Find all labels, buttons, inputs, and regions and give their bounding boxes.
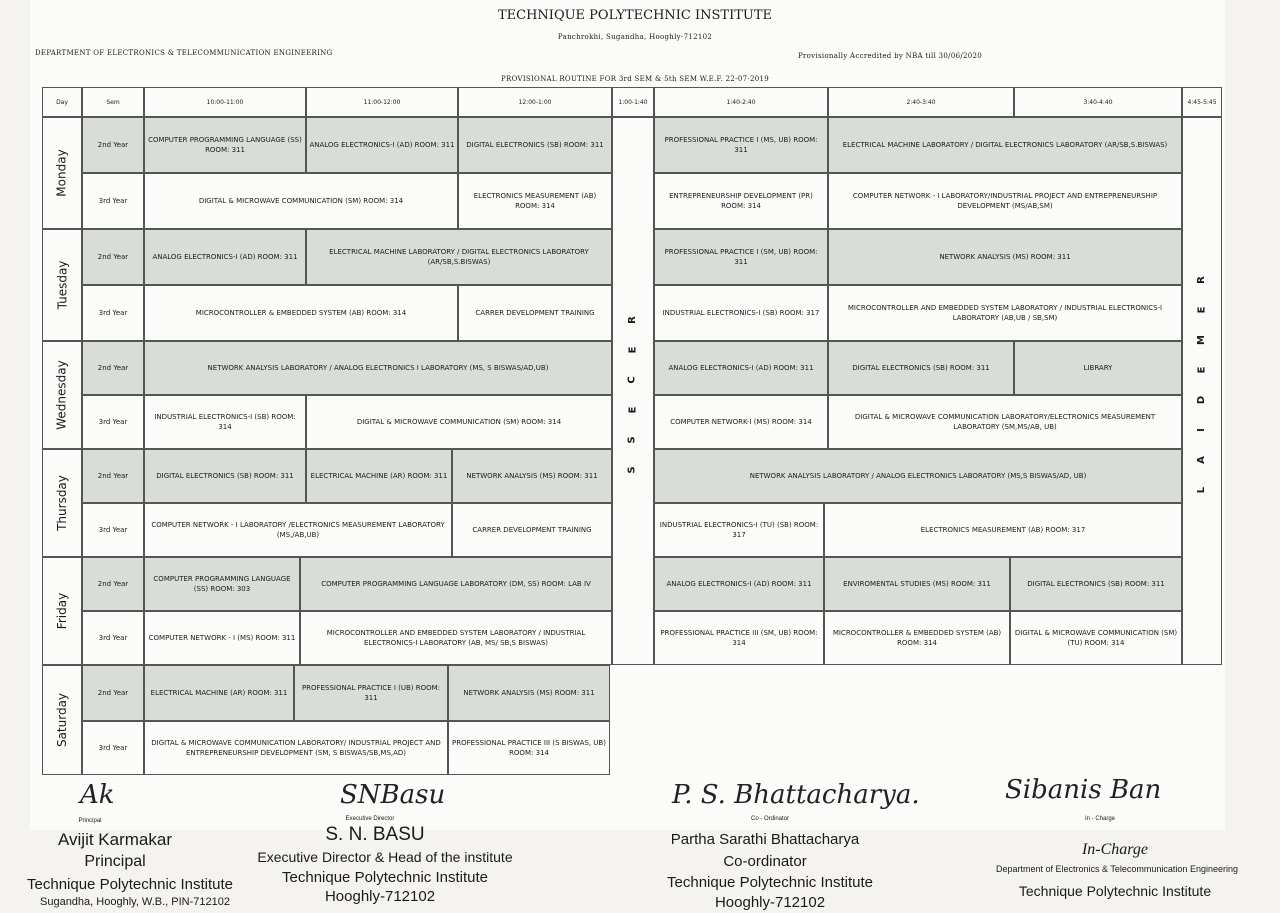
routine-title: PROVISIONAL ROUTINE FOR 3rd SEM & 5th SEM W.E.F. 22-07-2019 [500, 75, 770, 83]
principal-address: Sugandha, Hooghly, W.B., PIN-712102 [40, 896, 230, 908]
class-cell: NETWORK ANALYSIS (MS) ROOM: 311 [828, 229, 1182, 285]
director-name: S. N. BASU [325, 824, 425, 845]
recess-letter: S [626, 436, 638, 444]
class-cell: ELECTRICAL MACHINE (AR) ROOM: 311 [306, 449, 452, 503]
remedial-letter: E [1196, 366, 1207, 374]
remedial-letter: E [1196, 306, 1207, 314]
recess-letter: E [627, 346, 638, 354]
director-institute: Technique Polytechnic Institute [282, 869, 488, 886]
class-cell: COMPUTER PROGRAMMING LANGUAGE (SS) ROOM: 303 [144, 557, 300, 611]
class-cell: DIGITAL ELECTRONICS (SB) ROOM: 311 [1010, 557, 1182, 611]
lab-cell: DIGITAL & MICROWAVE COMMUNICATION LABORATORY/ INDUSTRIAL PROJECT AND ENTREPRENEURSHIP DEVELOPMENT (SM, S BISWAS/SB,MS,AD) [144, 721, 448, 775]
institute-title: TECHNIQUE POLYTECHNIC INSTITUTE [497, 8, 773, 23]
director-signature: SNBasu [340, 780, 446, 810]
class-cell: PROFESSIONAL PRACTICE I (MS, UB) ROOM: 311 [654, 117, 828, 173]
class-cell: DIGITAL ELECTRONICS (SB) ROOM: 311 [144, 449, 306, 503]
class-cell: CARRER DEVELOPMENT TRAINING [452, 503, 612, 557]
day-tuesday [42, 229, 82, 341]
class-cell: CARRER DEVELOPMENT TRAINING [458, 285, 612, 341]
col-t5-header: 1:40-2:40 [654, 87, 828, 117]
remedial-letter: I [1195, 428, 1207, 432]
coordinator-address: Hooghly-712102 [714, 894, 826, 911]
coordinator-institute: Technique Polytechnic Institute [667, 874, 873, 891]
col-t3-header: 12:00-1:00 [458, 87, 612, 117]
lab-cell: COMPUTER PROGRAMMING LANGUAGE LABORATORY (DM, SS) ROOM: LAB IV [300, 557, 612, 611]
class-cell: INDUSTRIAL ELECTRONICS-I (SB) ROOM: 317 [654, 285, 828, 341]
col-t7-header: 3:40-4:40 [1014, 87, 1182, 117]
coordinator-title: Co - Ordinator [750, 816, 789, 822]
lab-cell: ELECTRICAL MACHINE LABORATORY / DIGITAL ELECTRONICS LABORATORY (AR/SB,S.BISWAS) [306, 229, 612, 285]
lab-cell: COMPUTER NETWORK - I LABORATORY /ELECTRONICS MEASUREMENT LABORATORY (MS,/AB,UB) [144, 503, 452, 557]
class-cell: ELECTRONICS MEASUREMENT (AB) ROOM: 317 [824, 503, 1182, 557]
coordinator-role: Co-ordinator [723, 853, 807, 870]
class-cell: PROFESSIONAL PRACTICE III (SM, UB) ROOM: 314 [654, 611, 824, 665]
class-cell: INDUSTRIAL ELECTRONICS-I (TU) (SB) ROOM: 317 [654, 503, 824, 557]
year-label: 2nd Year [82, 341, 144, 395]
recess-letter: R [626, 316, 638, 324]
class-cell: DIGITAL & MICROWAVE COMMUNICATION (SM) ROOM: 314 [306, 395, 612, 449]
principal-role: Principal [84, 853, 146, 870]
class-cell: ENTREPRENEURSHIP DEVELOPMENT (PR) ROOM: 314 [654, 173, 828, 229]
class-cell: DIGITAL & MICROWAVE COMMUNICATION (SM) (TU) ROOM: 314 [1010, 611, 1182, 665]
remedial-letter: R [1195, 276, 1207, 284]
class-cell: COMPUTER PROGRAMMING LANGUAGE (SS) ROOM: 311 [144, 117, 306, 173]
class-cell: ANALOG ELECTRONICS-I (AD) ROOM: 311 [654, 341, 828, 395]
class-cell: ELECTRICAL MACHINE (AR) ROOM: 311 [144, 665, 294, 721]
incharge-institute: Technique Polytechnic Institute [1018, 883, 1212, 899]
recess-letter: C [627, 376, 638, 384]
year-label: 3rd Year [82, 611, 144, 665]
lab-cell: MICROCONTROLLER AND EMBEDDED SYSTEM LABORATORY / INDUSTRIAL ELECTRONICS-I LABORATORY (AB, MS/ SB,S BISWAS) [300, 611, 612, 665]
lab-cell: COMPUTER NETWORK - I LABORATORY/INDUSTRIAL PROJECT AND ENTREPRENEURSHIP DEVELOPMENT (MS/AB,SM) [828, 173, 1182, 229]
remedial-letters [1187, 265, 1217, 505]
director-title: Executive Director [345, 816, 395, 822]
day-thursday [42, 449, 82, 557]
day-label: Friday [55, 592, 69, 630]
class-cell: ENVIROMENTAL STUDIES (MS) ROOM: 311 [824, 557, 1010, 611]
class-cell: PROFESSIONAL PRACTICE III (S BISWAS, UB) ROOM: 314 [448, 721, 610, 775]
col-t6-header: 2:40-3:40 [828, 87, 1014, 117]
coordinator-name: Partha Sarathi Bhattacharya [670, 831, 860, 848]
year-label: 2nd Year [82, 557, 144, 611]
class-cell: INDUSTRIAL ELECTRONICS-I (SB) ROOM: 314 [144, 395, 306, 449]
lab-cell: NETWORK ANALYSIS LABORATORY / ANALOG ELECTRONICS LABORATORY (MS,S BISWAS/AD, UB) [654, 449, 1182, 503]
remedial-letter: L [1196, 486, 1207, 494]
day-label: Saturday [55, 692, 70, 748]
class-cell: DIGITAL ELECTRONICS (SB) ROOM: 311 [458, 117, 612, 173]
recess-letters [618, 305, 648, 485]
col-t2-header: 11:00-12:00 [306, 87, 458, 117]
class-cell: COMPUTER NETWORK-I (MS) ROOM: 314 [654, 395, 828, 449]
class-cell: DIGITAL & MICROWAVE COMMUNICATION (SM) ROOM: 314 [144, 173, 458, 229]
remedial-letter: D [1196, 395, 1207, 405]
coordinator-signature: P. S. Bhattacharya. [672, 780, 920, 810]
class-cell: ANALOG ELECTRONICS-I (AD) ROOM: 311 [654, 557, 824, 611]
lab-cell: DIGITAL & MICROWAVE COMMUNICATION LABORATORY/ELECTRONICS MEASUREMENT LABORATORY (SM,MS/AB, UB) [828, 395, 1182, 449]
director-role: Executive Director & Head of the institute [257, 849, 513, 865]
recess-letter: E [627, 406, 638, 414]
department-name: DEPARTMENT OF ELECTRONICS & TELECOMMUNICATION ENGINEERING [35, 49, 333, 57]
lab-cell: NETWORK ANALYSIS LABORATORY / ANALOG ELECTRONICS I LABORATORY (MS, S BISWAS/AD,UB) [144, 341, 612, 395]
class-cell: LIBRARY [1014, 341, 1182, 395]
accreditation-note: Provisionally Accredited by NBA till 30/06/2020 [797, 52, 983, 60]
incharge-title: In - Charge [1084, 816, 1115, 822]
day-saturday [42, 665, 82, 775]
class-cell: NETWORK ANALYSIS (MS) ROOM: 311 [452, 449, 612, 503]
principal-title: Principal [78, 818, 102, 824]
col-day-header: Day [42, 87, 82, 117]
class-cell: COMPUTER NETWORK - I (MS) ROOM: 311 [144, 611, 300, 665]
year-label: 3rd Year [82, 503, 144, 557]
principal-institute: Technique Polytechnic Institute [27, 876, 233, 893]
incharge-name: In-Charge [1081, 841, 1149, 858]
institute-address: Panchrokhi, Sugandha, Hooghly-712102 [557, 33, 713, 41]
year-label: 2nd Year [82, 449, 144, 503]
col-sem-header: Sem [82, 87, 144, 117]
principal-signature: Ak [80, 780, 115, 810]
class-cell: PROFESSIONAL PRACTICE I (UB) ROOM: 311 [294, 665, 448, 721]
recess-letter: S [626, 466, 638, 474]
col-t1-header: 10:00-11:00 [144, 87, 306, 117]
year-label: 3rd Year [82, 721, 144, 775]
year-label: 3rd Year [82, 173, 144, 229]
class-cell: MICROCONTROLLER & EMBEDDED SYSTEM (AB) ROOM: 314 [144, 285, 458, 341]
day-friday [42, 557, 82, 665]
incharge-signature: Sibanis Ban [1005, 775, 1162, 805]
year-label: 2nd Year [82, 117, 144, 173]
class-cell: NETWORK ANALYSIS (MS) ROOM: 311 [448, 665, 610, 721]
principal-name: Avijit Karmakar [58, 830, 172, 849]
class-cell: ANALOG ELECTRONICS-I (AD) ROOM: 311 [306, 117, 458, 173]
year-label: 2nd Year [82, 229, 144, 285]
day-label: Monday [55, 149, 69, 197]
class-cell: ELECTRONICS MEASUREMENT (AB) ROOM: 314 [458, 173, 612, 229]
year-label: 2nd Year [82, 665, 144, 721]
remedial-letter: M [1195, 335, 1207, 345]
col-t4-header: 1:00-1:40 [612, 87, 654, 117]
col-t8-header: 4:45-5:45 [1182, 87, 1222, 117]
class-cell: ANALOG ELECTRONICS-I (AD) ROOM: 311 [144, 229, 306, 285]
day-wednesday [42, 341, 82, 449]
year-label: 3rd Year [82, 395, 144, 449]
class-cell: PROFESSIONAL PRACTICE I (SM, UB) ROOM: 311 [654, 229, 828, 285]
day-label: Thursday [55, 475, 69, 531]
incharge-department: Department of Electronics & Telecommunication Engineering [996, 864, 1238, 874]
remedial-letter: A [1196, 456, 1207, 464]
day-label: Wednesday [55, 360, 70, 430]
director-address: Hooghly-712102 [324, 888, 436, 905]
lab-cell: ELECTRICAL MACHINE LABORATORY / DIGITAL ELECTRONICS LABORATORY (AR/SB,S.BISWAS) [828, 117, 1182, 173]
day-monday [42, 117, 82, 229]
class-cell: MICROCONTROLLER & EMBEDDED SYSTEM (AB) ROOM: 314 [824, 611, 1010, 665]
class-cell: DIGITAL ELECTRONICS (SB) ROOM: 311 [828, 341, 1014, 395]
day-label: Tuesday [55, 260, 70, 310]
year-label: 3rd Year [82, 285, 144, 341]
lab-cell: MICROCONTROLLER AND EMBEDDED SYSTEM LABORATORY / INDUSTRIAL ELECTRONICS-I LABORATORY (AB,UB / SB,SM) [828, 285, 1182, 341]
